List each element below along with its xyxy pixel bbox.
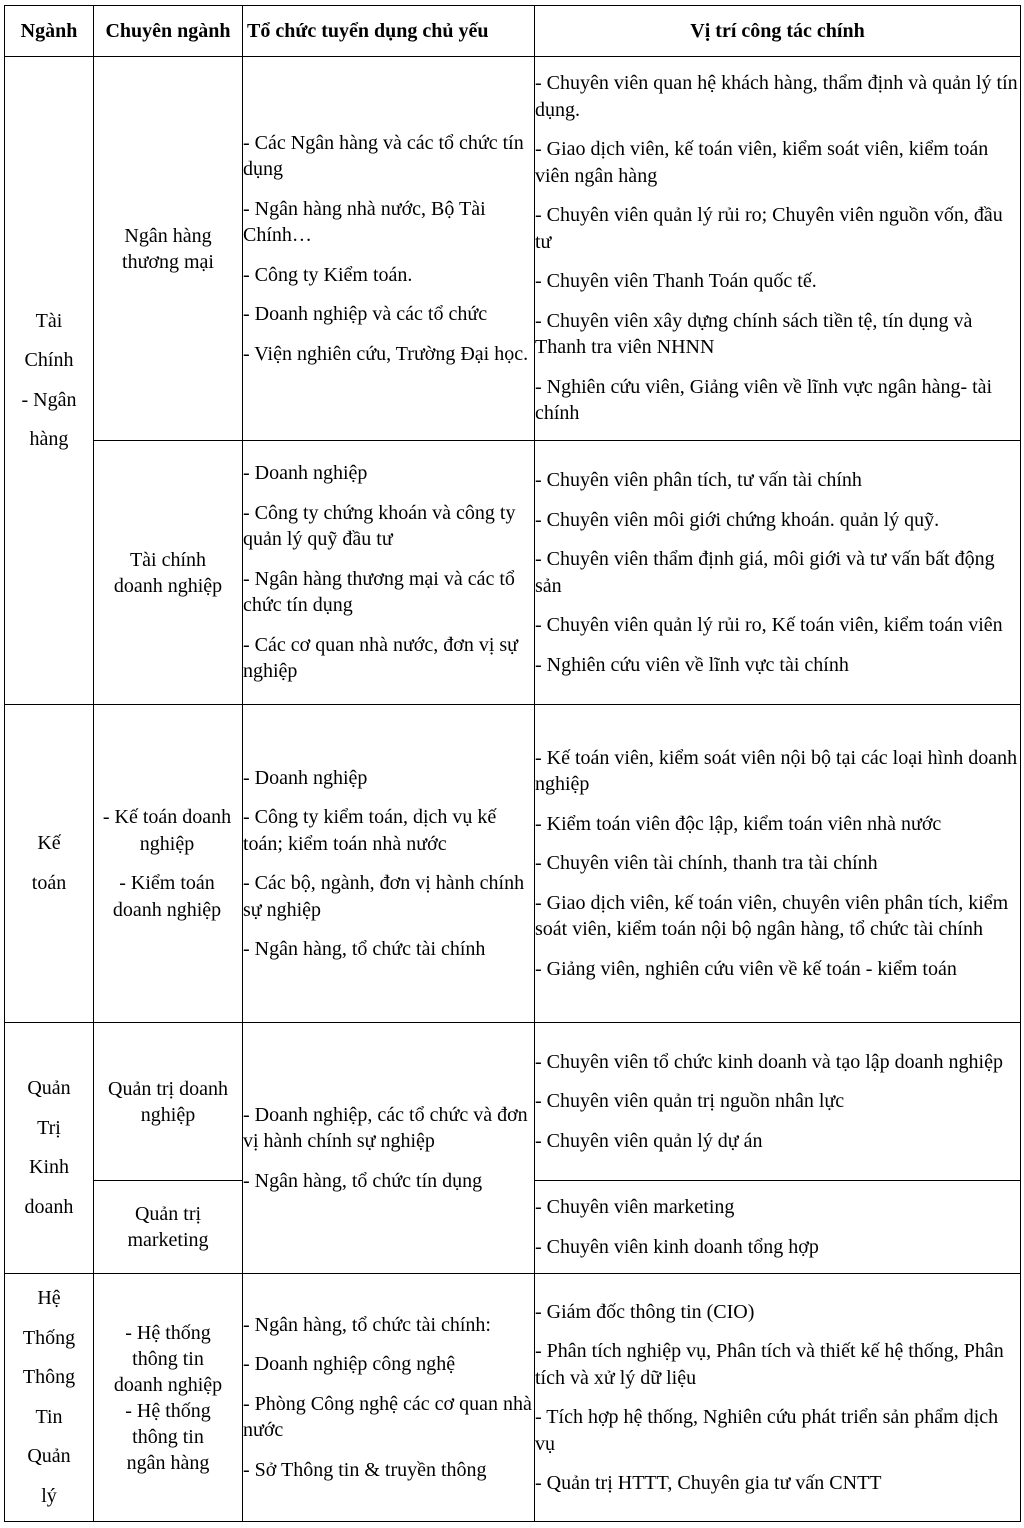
vi-tri-cell <box>535 1274 1021 1522</box>
chuyen-nganh-line: - Hệ thống <box>125 1399 211 1422</box>
list-item: - Chuyên viên quản trị nguồn nhân lực <box>535 1090 845 1113</box>
to-chuc-cell <box>243 441 535 705</box>
chuyen-nganh-line: - Kiểm toán doanh nghiệp <box>112 872 222 921</box>
list-item: - Các cơ quan nhà nước, đơn vị sự nghiệp <box>243 633 519 683</box>
nganh-line: lý <box>41 1484 57 1507</box>
chuyen-nganh-line: nghiệp <box>140 1103 196 1126</box>
list-item: - Giảng viên, nghiên cứu viên về kế toán - kiểm toán <box>535 957 957 980</box>
chuyen-nganh-line: - Hệ thống <box>125 1321 211 1344</box>
header-chuyen-nganh: Chuyên ngành <box>94 6 243 57</box>
chuyen-nganh-line: thông tin <box>132 1425 204 1448</box>
chuyen-nganh-cell <box>94 1181 243 1274</box>
nganh-line: Thông <box>22 1366 76 1388</box>
chuyen-nganh-line: thông tin <box>132 1347 204 1370</box>
list-item: - Giao dịch viên, kế toán viên, kiểm soát viên, kiểm toán viên ngân hàng <box>535 138 989 187</box>
header-row <box>5 6 1021 57</box>
list-item: - Các bộ, ngành, đơn vị hành chính sự nghiệp <box>243 872 525 921</box>
list-item: - Doanh nghiệp, các tổ chức và đơn vị hành chính sự nghiệp <box>243 1103 528 1153</box>
list-item: - Chuyên viên phân tích, tư vấn tài chính <box>535 469 862 491</box>
list-item: - Giám đốc thông tin (CIO) <box>535 1300 755 1323</box>
career-table <box>4 5 1021 1522</box>
table-body <box>5 57 1021 1522</box>
header-nganh: Ngành <box>5 6 94 57</box>
chuyen-nganh-line: - Kế toán doanh nghiệp <box>102 806 232 855</box>
to-chuc-cell <box>243 705 535 1023</box>
list-item: - Chuyên viên tài chính, thanh tra tài chính <box>535 852 878 875</box>
chuyen-nganh-cell <box>94 441 243 705</box>
list-item: - Giao dịch viên, kế toán viên, chuyên viên phân tích, kiểm soát viên, kiểm toán nội bộ ngân hàng, tổ chức tài chính <box>535 891 1009 941</box>
chuyen-nganh-cell <box>94 57 243 441</box>
vi-tri-cell <box>535 441 1021 705</box>
nganh-line: Thống <box>22 1326 76 1349</box>
list-item: - Quản trị HTTT, Chuyên gia tư vấn CNTT <box>535 1472 882 1494</box>
list-item: - Doanh nghiệp <box>243 462 368 485</box>
list-item: - Các Ngân hàng và các tổ chức tín dụng <box>243 131 524 181</box>
list-item: - Doanh nghiệp và các tổ chức <box>243 303 488 326</box>
nganh-line: - Ngân <box>21 388 77 411</box>
vi-tri-cell <box>535 1023 1021 1181</box>
nganh-line: Chính <box>24 349 74 371</box>
table-row <box>5 1023 1021 1181</box>
nganh-cell <box>5 1023 94 1274</box>
vi-tri-cell <box>535 57 1021 441</box>
list-item: - Công ty kiểm toán, dịch vụ kế toán; kiểm toán nhà nước <box>243 806 497 855</box>
list-item: - Công ty Kiểm toán. <box>243 263 413 286</box>
list-item: - Phòng Công nghệ các cơ quan nhà nước <box>243 1392 532 1442</box>
nganh-line: Tài <box>35 309 63 332</box>
list-item: - Kế toán viên, kiểm soát viên nội bộ tại các loại hình doanh nghiệp <box>535 746 1018 796</box>
list-item: - Viện nghiên cứu, Trường Đại học. <box>243 342 529 365</box>
nganh-line: Quản <box>27 1445 71 1467</box>
chuyen-nganh-line: Ngân hàng <box>124 224 212 247</box>
list-item: - Ngân hàng thương mại và các tổ chức tín dụng <box>243 567 515 617</box>
nganh-line: Trị <box>37 1116 61 1139</box>
list-item: - Nghiên cứu viên, Giảng viên về lĩnh vực ngân hàng- tài chính <box>535 375 993 425</box>
nganh-line: doanh <box>24 1195 74 1218</box>
nganh-cell <box>5 57 94 705</box>
list-item: - Chuyên viên quản lý rủi ro; Chuyên viên nguồn vốn, đầu tư <box>535 204 1003 253</box>
list-item: - Chuyên viên môi giới chứng khoán. quản lý quỹ. <box>535 508 940 531</box>
header-to-chuc: Tổ chức tuyển dụng chủ yếu <box>243 6 535 57</box>
list-item: - Ngân hàng nhà nước, Bộ Tài Chính… <box>243 197 486 247</box>
chuyen-nganh-line: doanh nghiệp <box>113 574 223 597</box>
list-item: - Doanh nghiệp công nghệ <box>243 1353 456 1376</box>
list-item: - Ngân hàng, tổ chức tín dụng <box>243 1169 483 1192</box>
list-item: - Chuyên viên Thanh Toán quốc tế. <box>535 270 817 293</box>
vi-tri-cell <box>535 705 1021 1023</box>
nganh-line: Kinh <box>29 1156 69 1178</box>
table-row <box>5 441 1021 705</box>
list-item: - Nghiên cứu viên về lĩnh vực tài chính <box>535 653 849 676</box>
chuyen-nganh-line: Tài chính <box>129 548 207 571</box>
list-item: - Công ty chứng khoán và công ty quản lý quỹ đầu tư <box>243 501 516 551</box>
list-item: - Chuyên viên quan hệ khách hàng, thẩm định và quản lý tín dụng. <box>535 72 1018 121</box>
nganh-cell <box>5 1274 94 1522</box>
nganh-line: Kế <box>37 832 61 854</box>
list-item: - Chuyên viên kinh doanh tổng hợp <box>535 1235 819 1258</box>
chuyen-nganh-line: doanh nghiệp <box>113 1373 223 1396</box>
to-chuc-cell <box>243 1023 535 1274</box>
table-row <box>5 705 1021 1023</box>
list-item: - Chuyên viên quản lý rủi ro, Kế toán viên, kiểm toán viên <box>535 614 1003 636</box>
list-item: - Doanh nghiệp <box>243 766 368 789</box>
list-item: - Chuyên viên tổ chức kinh doanh và tạo lập doanh nghiệp <box>535 1050 1003 1073</box>
chuyen-nganh-line: marketing <box>127 1229 209 1251</box>
nganh-line: Quản <box>27 1077 71 1099</box>
list-item: - Kiểm toán viên độc lập, kiểm toán viên nhà nước <box>535 812 942 835</box>
nganh-cell <box>5 705 94 1023</box>
nganh-line: hàng <box>29 428 69 450</box>
chuyen-nganh-cell <box>94 1023 243 1181</box>
header-vi-tri: Vị trí công tác chính <box>535 6 1021 57</box>
list-item: - Ngân hàng, tổ chức tài chính <box>243 938 486 960</box>
chuyen-nganh-cell <box>94 705 243 1023</box>
list-item: - Chuyên viên quản lý dự án <box>535 1129 763 1152</box>
list-item: - Chuyên viên thẩm định giá, môi giới và tư vấn bất động sản <box>535 548 995 597</box>
page <box>4 5 1021 1522</box>
list-item: - Sở Thông tin & truyền thông <box>243 1458 487 1481</box>
list-item: - Phân tích nghiệp vụ, Phân tích và thiết kế hệ thống, Phân tích và xử lý dữ liệu <box>535 1340 1004 1389</box>
chuyen-nganh-line: thương mại <box>122 250 214 273</box>
chuyen-nganh-cell <box>94 1274 243 1522</box>
vi-tri-cell <box>535 1181 1021 1274</box>
chuyen-nganh-line: Quản trị <box>134 1203 202 1225</box>
to-chuc-cell <box>243 57 535 441</box>
list-item: - Tích hợp hệ thống, Nghiên cứu phát triển sản phẩm dịch vụ <box>535 1406 999 1455</box>
table-row <box>5 1274 1021 1522</box>
chuyen-nganh-line: Quản trị doanh <box>108 1077 228 1100</box>
list-item: - Chuyên viên marketing <box>535 1196 735 1218</box>
list-item: - Chuyên viên xây dựng chính sách tiền tệ, tín dụng và Thanh tra viên NHNN <box>535 309 973 359</box>
to-chuc-cell <box>243 1274 535 1522</box>
chuyen-nganh-line: ngân hàng <box>126 1451 210 1474</box>
nganh-line: Hệ <box>37 1287 61 1309</box>
list-item: - Ngân hàng, tổ chức tài chính: <box>243 1313 491 1336</box>
nganh-line: Tin <box>35 1405 63 1428</box>
nganh-line: toán <box>31 871 67 894</box>
table-row <box>5 57 1021 441</box>
